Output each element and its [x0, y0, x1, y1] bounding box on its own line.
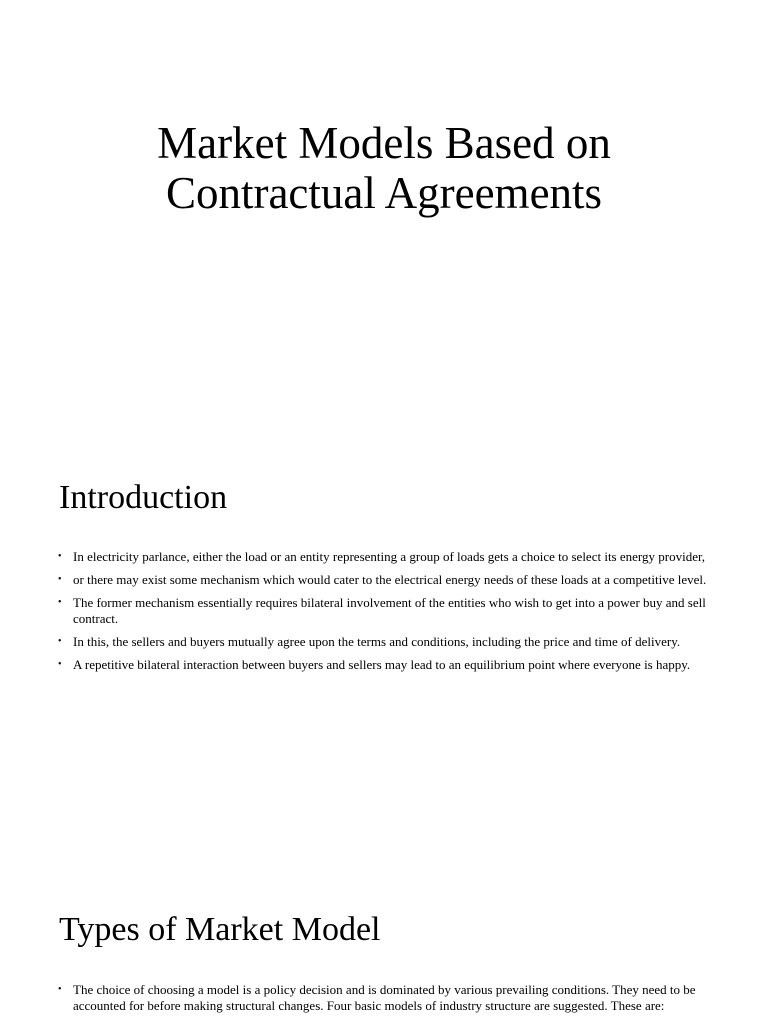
bullet-icon: •: [58, 984, 62, 995]
bullet-icon: •: [58, 574, 62, 585]
list-item: [58, 572, 708, 588]
bullet-text: The choice of choosing a model is a policy decision and is dominated by various prevailing conditions. They need to be accounted for before making structural changes. Four basic models of industry structure are suggested. These are:: [73, 982, 696, 1013]
bullet-text: or there may exist some mechanism which would cater to the electrical energy needs of these loads at a competitive level.: [73, 572, 707, 587]
bullet-icon: •: [58, 551, 62, 562]
bullet-text: The former mechanism essentially requires bilateral involvement of the entities who wish to get into a power buy and sell contract.: [73, 595, 706, 626]
types-bullet-list: [58, 982, 708, 1021]
bullet-icon: •: [58, 659, 62, 670]
introduction-bullet-list: [58, 549, 708, 680]
slide-title: [0, 118, 768, 218]
bullet-icon: •: [58, 636, 62, 647]
types-of-market-model-heading: Types of Market Model: [59, 911, 381, 948]
list-item: [58, 595, 708, 627]
list-item: [58, 982, 708, 1014]
bullet-icon: •: [58, 597, 62, 608]
bullet-text: A repetitive bilateral interaction between buyers and sellers may lead to an equilibrium point where everyone is happy.: [73, 657, 691, 672]
list-item: [58, 657, 708, 673]
introduction-heading: Introduction: [59, 479, 228, 516]
slide-title-line-1: Market Models Based on: [157, 118, 611, 168]
bullet-text: In this, the sellers and buyers mutually agree upon the terms and conditions, including the price and time of delivery.: [73, 634, 681, 649]
slide-title-line-2: Contractual Agreements: [165, 168, 603, 218]
bullet-text: In electricity parlance, either the load or an entity representing a group of loads gets a choice to select its energy provider,: [73, 549, 706, 564]
list-item: [58, 549, 708, 565]
list-item: [58, 634, 708, 650]
